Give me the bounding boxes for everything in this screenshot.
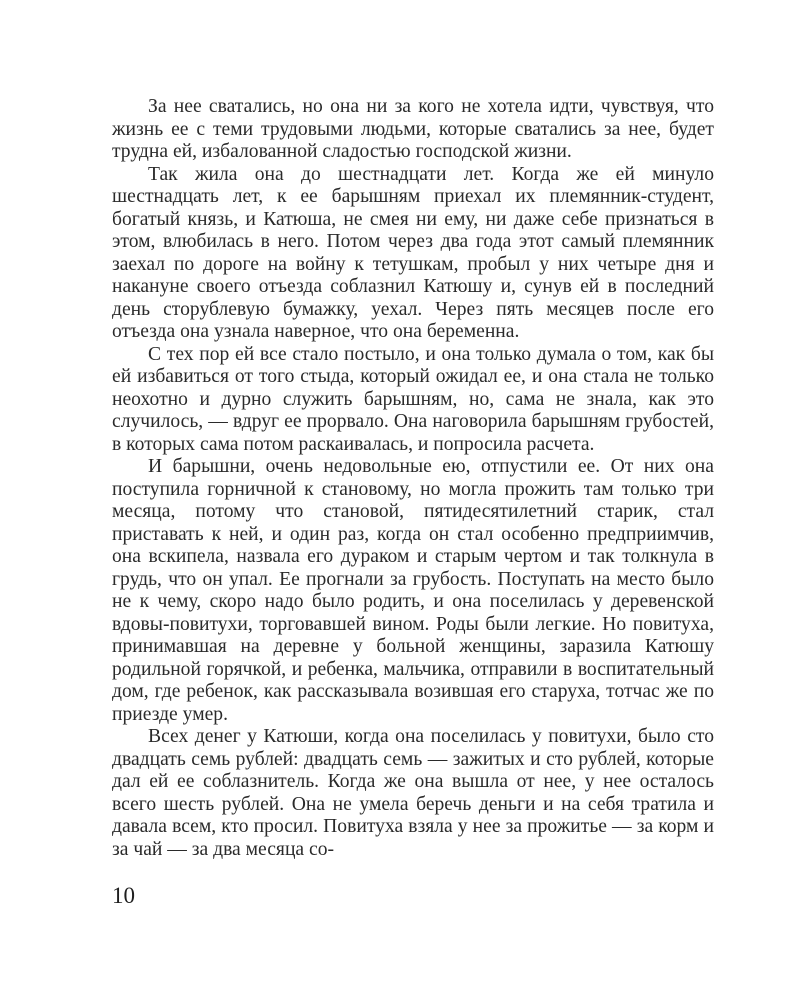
paragraph-1: За нее сватались, но она ни за кого не хотела идти, чувствуя, что жизнь ее с теми трудовыми людьми, которые сватались за нее, будет трудна ей, избалованной сладостью господской жизни. [112,96,714,162]
paragraph-5: Всех денег у Катюши, когда она поселилась у повитухи, было сто двадцать семь рублей: двадцать семь — зажитых и сто рублей, которые дал ей ее соблазнитель. Когда же она вышла от нее, у нее осталось всего шесть рублей. Она не умела беречь деньги и на себя тратила и давала всем, кто просил. Повитуха взяла у нее за прожитье — за корм и за чай — за два месяца со- [112,726,714,860]
page-number: 10 [112,883,135,908]
paragraph-4: И барышни, очень недовольные ею, отпустили ее. От них она поступила горничной к становому, но могла прожить там только три месяца, потому что становой, пятидесятилетний старик, стал приставать к ней, и один раз, когда он стал особенно предприимчив, она вскипела, назвала его дураком и старым чертом и так толкнула в грудь, что он упал. Ее прогнали за грубость. Поступать на место было не к чему, скоро надо было родить, и она поселилась у деревенской вдовы-повитухи, торговавшей вином. Роды были легкие. Но повитуха, принимавшая на деревне у больной женщины, заразила Катюшу родильной горячкой, и ребенка, мальчика, отправили в воспитательный дом, где ребенок, как рассказывала возившая его старуха, тотчас же по приезде умер. [112,456,714,725]
paragraph-3: С тех пор ей все стало постыло, и она только думала о том, как бы ей избавиться от того стыда, который ожидал ее, и она стала не только неохотно и дурно служить барышням, но, сама не знала, как это случилось, — вдруг ее прорвало. Она наговорила барышням грубостей, в которых сама потом раскаивалась, и попросила расчета. [112,343,714,455]
page-body-text [112,96,714,861]
paragraph-2: Так жила она до шестнадцати лет. Когда же ей минуло шестнадцать лет, к ее барышням приехал их племянник-студент, богатый князь, и Катюша, не смея ни ему, ни даже себе признаться в этом, влюбилась в него. Потом через два года этот самый племянник заехал по дороге на войну к тетушкам, пробыл у них четыре дня и накануне своего отъезда соблазнил Катюшу и, сунув ей в последний день сторублевую бумажку, уехал. Через пять месяцев после его отъезда она узнала наверное, что она беременна. [112,163,714,342]
